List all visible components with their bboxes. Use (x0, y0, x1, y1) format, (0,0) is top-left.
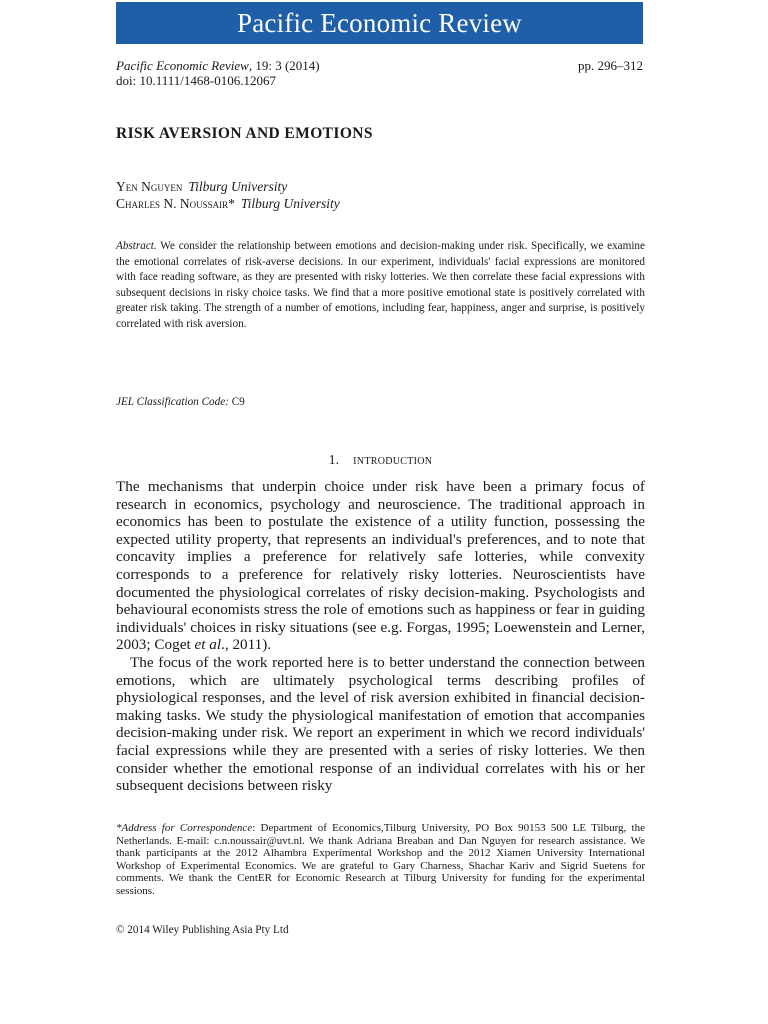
page-range: pp. 296–312 (578, 58, 643, 73)
footnote (116, 822, 645, 898)
section-number: 1. (328, 453, 340, 468)
citation-block (116, 58, 643, 88)
author-affiliation: Tilburg University (188, 179, 288, 194)
paragraph-text: The mechanisms that underpin choice under risk have been a primary focus of research in economics, psychology and neuroscience. The traditional approach in economics has been to postulate the existence of a utility function, possessing the expected utility property, that represents an individual's preferences, and to note that concavity implies a preference for relatively safe lotteries, while convexity corresponds to a preference for relatively risky lotteries. Neuroscientists have documented the physiological correlates of risky decision-making. Psychologists and behavioural economists stress the role of emotions such as happiness or fear in guiding individuals' choices in risky situations (see e.g. Forgas, 1995; Loewenstein and Lerner, 2003; Coget (116, 478, 645, 654)
paragraph (116, 478, 645, 654)
author-affiliation: Tilburg University (240, 196, 340, 211)
citation-line (116, 58, 320, 73)
abstract (116, 239, 645, 332)
paragraph-text-end: ., 2011). (221, 636, 272, 654)
citation-journal: Pacific Economic Review (116, 58, 249, 73)
author-list (116, 178, 340, 212)
paragraph-etal: et al (194, 636, 222, 654)
section-heading (116, 453, 645, 469)
body-text (116, 478, 645, 795)
paragraph: The focus of the work reported here is to better understand the connection between emotions, which are ultimately psychological terms describing profiles of physiological responses, and the level of risk aversion exhibited in financial decision-making tasks. We study the physiological manifestation of emotion that accompanies decision-making under risk. We report an experiment in which we record individuals' facial expressions while they are presented with a series of risky lotteries. We then consider whether the emotional response of an individual correlates with his or her subsequent decisions between risky (116, 653, 645, 795)
footnote-label: *Address for Correspondence (116, 822, 253, 834)
author-name: Charles N. Noussair* (116, 196, 235, 211)
doi: doi: 10.1111/1468-0106.12067 (116, 73, 276, 88)
author-row (116, 178, 340, 195)
jel-classification (116, 396, 245, 408)
abstract-label: Abstract. (116, 240, 157, 252)
footnote-text: : Department of Economics,Tilburg University, PO Box 90153 500 LE Tilburg, the Netherlands. E-mail: c.n.noussair@uvt.nl. We thank Adriana Breaban and Dan Nguyen for research assistance. We thank participants at the 2012 Alhambra Experimental Workshop and the 2012 Xiamen University International Workshop of Experimental Economics. We are grateful to Gary Charness, Shachar Kariv and Sigrid Suetens for comments. We thank the CentER for Economic Research at Tilburg University for funding for the experimental sessions. (116, 822, 645, 897)
article-title: RISK AVERSION AND EMOTIONS (116, 125, 373, 142)
jel-code: C9 (231, 396, 245, 408)
journal-banner-title: Pacific Economic Review (236, 7, 522, 38)
journal-banner (116, 2, 643, 44)
author-row (116, 195, 340, 212)
copyright: © 2014 Wiley Publishing Asia Pty Ltd (116, 924, 289, 936)
section-title: introduction (353, 453, 433, 468)
author-name: Yen Nguyen (116, 179, 183, 194)
abstract-text: We consider the relationship between emotions and decision-making under risk. Specifically, we examine the emotional correlates of risk-averse decisions. In our experiment, individuals' facial expressions are monitored with face reading software, as they are presented with risky lotteries. We then correlate these facial expressions with subsequent decisions in risky choice tasks. We find that a more positive emotional state is positively correlated with greater risk taking. The strength of a number of emotions, including fear, happiness, anger and surprise, is positively correlated with risk aversion. (116, 240, 645, 330)
citation-volume: , 19: 3 (2014) (248, 58, 320, 73)
jel-label: JEL Classification Code: (116, 396, 229, 408)
